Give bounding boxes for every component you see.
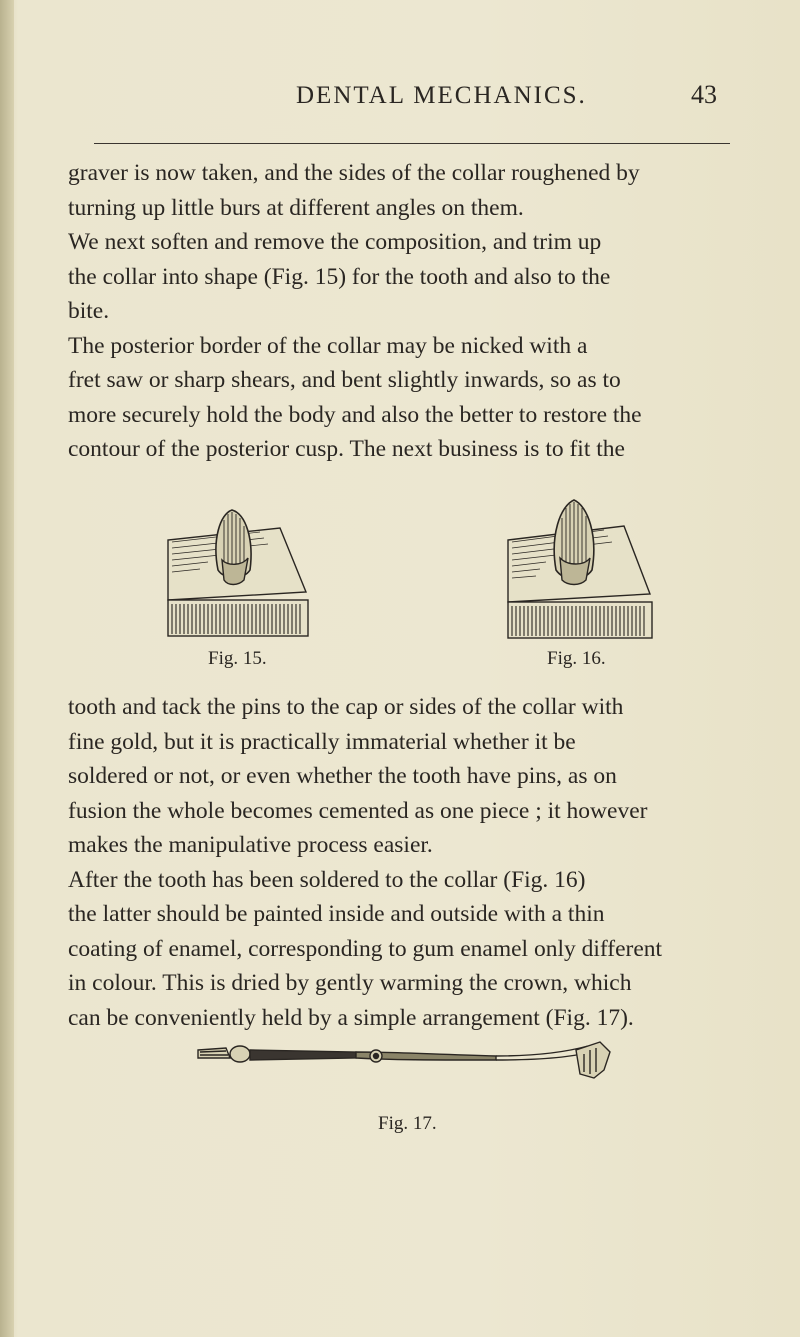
fig-15-caption: Fig. 15. — [208, 648, 267, 669]
header-rule — [94, 143, 730, 144]
fig-17-illustration — [196, 1040, 616, 1094]
fig-15-illustration — [160, 500, 320, 640]
page-binding-edge — [0, 0, 14, 1337]
paragraph-1: graver is now taken, and the sides of the collar roughened by turning up little burs at different angles on them. We next soften and remove the composition, and trim up the collar into shape (Fig. 15) for the tooth and also to the bite. The posterior border of the collar may be nicked with a fret saw or sharp shears, and bent slightly inwards, so as to more securely hold the body and also the better to restore the contour of the posterior cusp. The next business is to fit the — [68, 160, 642, 462]
page-number: 43 — [691, 80, 717, 109]
fig-16-illustration — [500, 496, 660, 642]
paragraph-2: tooth and tack the pins to the cap or sides of the collar with fine gold, but it is practically immaterial whether it be soldered or not, or even whether the tooth have pins, as on fusion the whole becomes cemented as one piece ; it however makes the manipulative process easier. After the tooth has been soldered to the collar (Fig. 16) the latter should be painted inside and outside with a thin coating of enamel, corresponding to gum enamel only different in colour. This is dried by gently warming the crown, which can be conveniently held by a simple arrangement (Fig. 17). — [68, 694, 663, 1031]
fig-17-caption: Fig. 17. — [378, 1113, 437, 1134]
running-head — [0, 82, 800, 112]
running-title: DENTAL MECHANICS. — [296, 82, 587, 109]
fig-16-caption: Fig. 16. — [547, 648, 606, 669]
